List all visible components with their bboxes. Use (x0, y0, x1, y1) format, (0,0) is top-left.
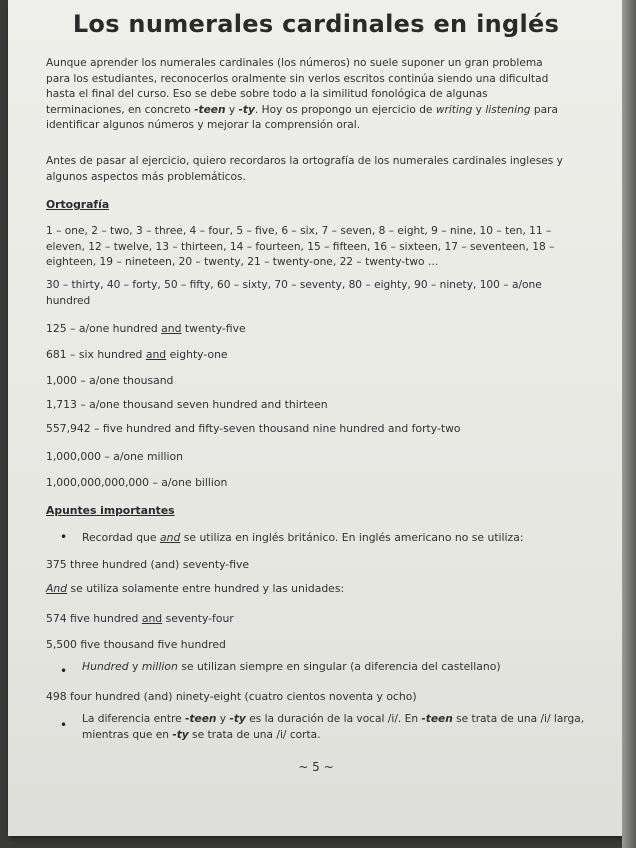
section-heading-ortografia: Ortografía (46, 198, 110, 211)
bullet-1-b: se utiliza en inglés británico. En inglés americano no se utiliza: (180, 531, 524, 544)
word-writing: writing (435, 103, 473, 116)
intro-text-c: y (472, 103, 486, 116)
suffix-teen: -teen (194, 103, 226, 116)
intro-text-a: Aunque aprender los numerales cardinales (los números) no suele suponer un gran problema para los estudiantes, reconocerlos oralmente sin verlos escritos continúa siendo una dificultad hasta el final del curso. Eso se debe sobre todo a la similitud fonológica de algunas terminaciones, en concreto (46, 57, 549, 116)
example-574 (46, 612, 234, 625)
and-usage-line (46, 582, 344, 595)
intro-text-b: . Hoy os propongo un ejercicio de (254, 103, 436, 116)
section-heading-apuntes: Apuntes importantes (46, 504, 175, 517)
example-498: 498 four hundred (and) ninety-eight (cuatro cientos noventa y ocho) (46, 690, 417, 703)
bullet-3-y: y (216, 713, 230, 725)
example-1-million: 1,000,000 – a/one million (46, 450, 183, 463)
bullet-3-c: se trata de una /i/ larga, mientras que en (82, 713, 585, 741)
page-edge-shadow (622, 0, 636, 848)
bullet-3-a: La diferencia entre (82, 713, 186, 725)
word-listening: listening (485, 103, 531, 116)
example-681-b: eighty-one (166, 348, 228, 361)
example-1713: 1,713 – a/one thousand seven hundred and thirteen (46, 398, 328, 411)
bullet-3-ty: -ty (229, 713, 246, 725)
example-125-and: and (161, 322, 182, 335)
bullet-dot-icon: • (60, 530, 68, 544)
numbers-list-tens: 30 – thirty, 40 – forty, 50 – fifty, 60 – sixty, 70 – seventy, 80 – eighty, 90 – ninety, 100 – a/one hundred (46, 279, 542, 307)
bullet-2-y: y (128, 660, 142, 673)
bullet-3-ty-2: -ty (172, 728, 189, 741)
example-574-b: seventy-four (162, 612, 234, 625)
intro-text-d: para identificar algunos números y mejorar la comprensión oral. (46, 103, 558, 132)
example-125-b: twenty-five (181, 322, 246, 335)
page-number: ~ 5 ~ (298, 760, 334, 774)
bullet-3-teen-2: -teen (421, 713, 453, 725)
suffix-ty: -ty (238, 103, 255, 116)
example-375: 375 three hundred (and) seventy-five (46, 558, 250, 571)
bullet-3-d: se trata de una /i/ corta. (188, 728, 321, 741)
intro-text-y: y (225, 103, 239, 116)
numbers-list-1-22: 1 – one, 2 – two, 3 – three, 4 – four, 5 – five, 6 – six, 7 – seven, 8 – eight, 9 – nine, 10 – ten, 11 – eleven, 12 – twelve, 13 – thirteen, 14 – fourteen, 15 – fifteen, 16 – sixteen, 17 – seventeen, 18 – eighteen, 19 – nineteen, 20 – twenty, 21 – twenty-one, 22 – twenty-two … (46, 225, 555, 269)
bullet-2-hundred: Hundred (82, 660, 129, 673)
example-574-a: 574 five hundred (46, 612, 142, 625)
example-681 (46, 348, 228, 361)
example-5500: 5,500 five thousand five hundred (46, 638, 226, 651)
bullet-2 (82, 660, 501, 673)
bullet-3 (82, 712, 592, 743)
bullet-3-b: es la duración de la vocal /i/. En (245, 713, 422, 725)
bullet-2-million: million (141, 660, 178, 673)
example-557942: 557,942 – five hundred and fifty-seven thousand nine hundred and forty-two (46, 422, 461, 435)
bullet-dot-icon: • (60, 718, 68, 732)
intro-paragraph-2: Antes de pasar al ejercicio, quiero recordaros la ortografía de los numerales cardinales ingleses y algunos aspectos más problemáticos. (46, 155, 563, 183)
intro-paragraph-1 (46, 56, 566, 134)
bullet-dot-icon: • (60, 664, 68, 678)
bullet-1-and: and (159, 531, 181, 544)
bullet-3-teen: -teen (185, 713, 217, 725)
and-usage-rest: se utiliza solamente entre hundred y las unidades: (67, 582, 345, 595)
document-page (8, 0, 624, 836)
bullet-1 (82, 531, 523, 544)
example-681-and: and (145, 348, 167, 361)
page-title: Los numerales cardinales en inglés (72, 10, 560, 38)
and-usage-and: And (46, 582, 68, 595)
example-1-billion: 1,000,000,000,000 – a/one billion (46, 476, 228, 489)
bullet-2-rest: se utilizan siempre en singular (a diferencia del castellano) (177, 660, 501, 673)
example-574-and: and (141, 612, 163, 625)
example-1000: 1,000 – a/one thousand (46, 374, 174, 387)
example-681-a: 681 – six hundred (46, 348, 146, 361)
example-125-a: 125 – a/one hundred (46, 322, 162, 335)
bullet-1-a: Recordad que (82, 531, 160, 544)
example-125 (46, 322, 246, 335)
